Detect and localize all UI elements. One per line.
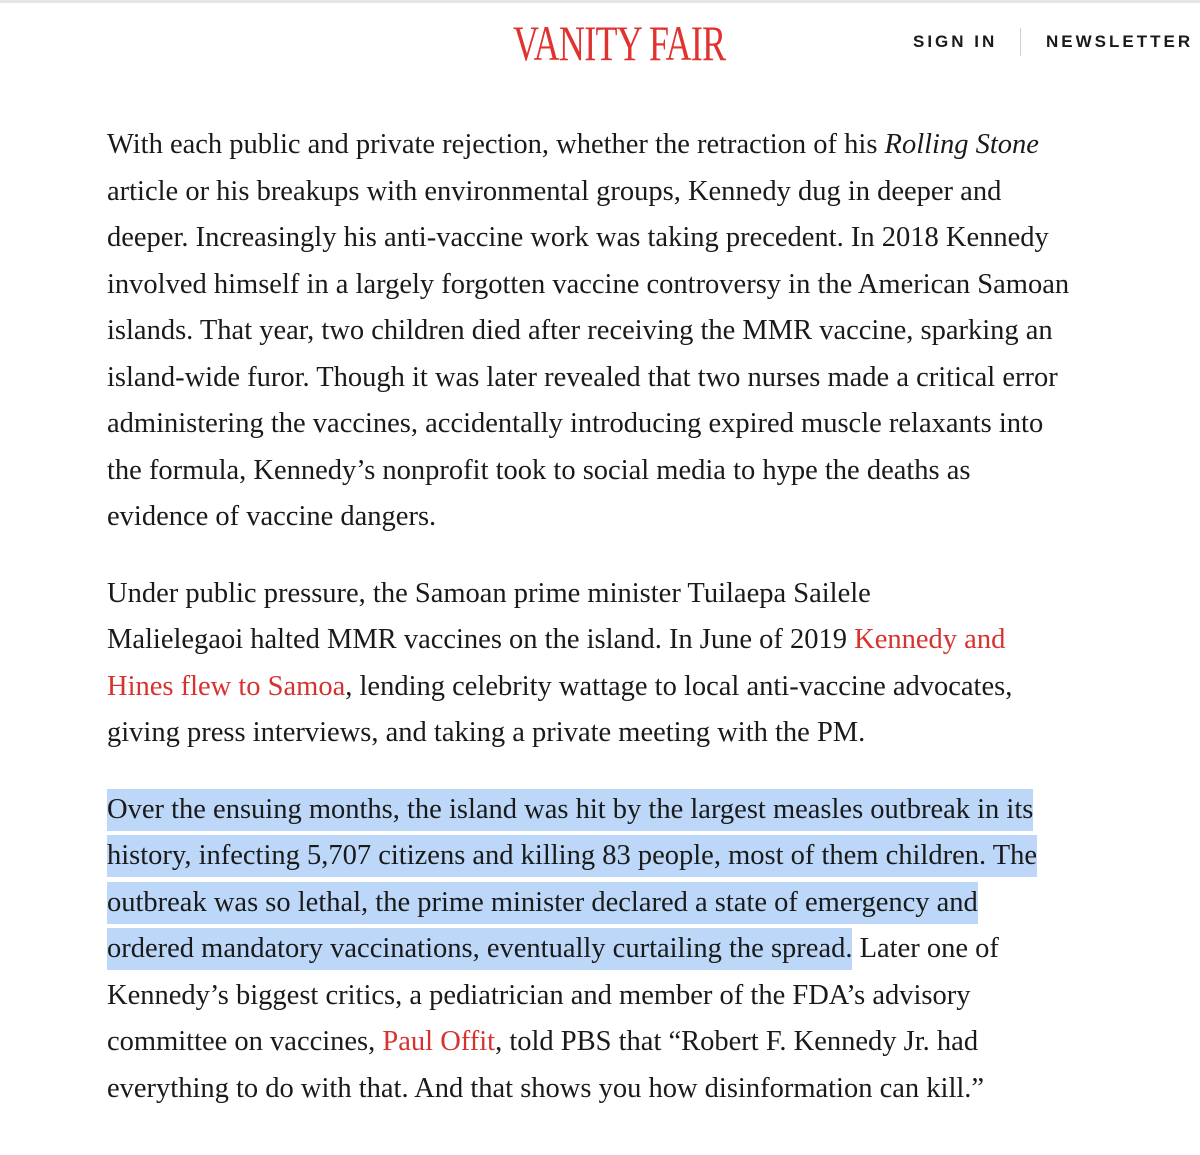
- text-line: islands. That year, two children died after receiving the MMR vaccine, sparking an: [107, 315, 1053, 346]
- text-selection[interactable]: history, infecting 5,707 citizens and killing 83 people, most of them children. The: [107, 835, 1037, 877]
- text-line: Under public pressure, the Samoan prime minister Tuilaepa Sailele: [107, 577, 871, 609]
- paul-offit-link[interactable]: Paul Offit: [382, 1026, 496, 1057]
- text-line: evidence of vaccine dangers.: [107, 501, 437, 532]
- text-line: committee on vaccines, Paul Offit, told PBS that “Robert F. Kennedy Jr. had: [107, 1026, 979, 1057]
- site-header: [0, 0, 1200, 80]
- highlighted-line: [107, 833, 1107, 880]
- newsletter-link[interactable]: NEWSLETTER: [1046, 32, 1194, 51]
- publication-name: Rolling Stone: [884, 129, 1039, 160]
- header-nav: [0, 30, 1200, 54]
- text-line: deeper. Increasingly his anti-vaccine work was taking precedent. In 2018 Kennedy: [107, 222, 1049, 253]
- kennedy-hines-samoa-link[interactable]: Hines flew to Samoa: [107, 670, 346, 702]
- text-line: everything to do with that. And that shows you how disinformation can kill.”: [107, 1072, 985, 1104]
- kennedy-hines-samoa-link[interactable]: Kennedy and: [854, 624, 1006, 655]
- text-selection[interactable]: Over the ensuing months, the island was hit by the largest measles outbreak in its: [107, 789, 1033, 831]
- sign-in-link[interactable]: SIGN IN: [913, 32, 998, 51]
- text-line: With each public and private rejection, whether the retraction of his Rolling Stone: [107, 129, 1039, 160]
- text-line: giving press interviews, and taking a private meeting with the PM.: [107, 717, 866, 748]
- paragraph-2: [107, 571, 1107, 757]
- text-selection[interactable]: ordered mandatory vaccinations, eventually curtailing the spread.: [107, 928, 852, 970]
- text-line: involved himself in a largely forgotten vaccine controversy in the American Samoan: [107, 268, 1070, 300]
- article-body: [107, 122, 1107, 1112]
- highlighted-line: [107, 880, 1107, 927]
- text-line: the formula, Kennedy’s nonprofit took to social media to hype the deaths as: [107, 454, 971, 486]
- text-line: Kennedy’s biggest critics, a pediatrician and member of the FDA’s advisory: [107, 979, 971, 1011]
- text-selection[interactable]: outbreak was so lethal, the prime minister declared a state of emergency and: [107, 882, 978, 924]
- paragraph-1: [107, 122, 1107, 541]
- paragraph-3: [107, 787, 1107, 1113]
- text-line: administering the vaccines, accidentally introducing expired muscle relaxants into: [107, 408, 1044, 439]
- highlighted-line: ordered mandatory vaccinations, eventually curtailing the spread. Later one of: [107, 926, 1107, 973]
- nav-divider: [1020, 28, 1021, 56]
- text-line: Malielegaoi halted MMR vaccines on the island. In June of 2019 Kennedy and: [107, 624, 1006, 655]
- text-line: Hines flew to Samoa, lending celebrity wattage to local anti-vaccine advocates,: [107, 670, 1013, 702]
- text-line: article or his breakups with environmental groups, Kennedy dug in deeper and: [107, 175, 1002, 207]
- vanity-fair-logo[interactable]: VANITY FAIR: [513, 15, 726, 71]
- text-line: island-wide furor. Though it was later revealed that two nurses made a critical error: [107, 361, 1058, 393]
- highlighted-line: [107, 787, 1107, 834]
